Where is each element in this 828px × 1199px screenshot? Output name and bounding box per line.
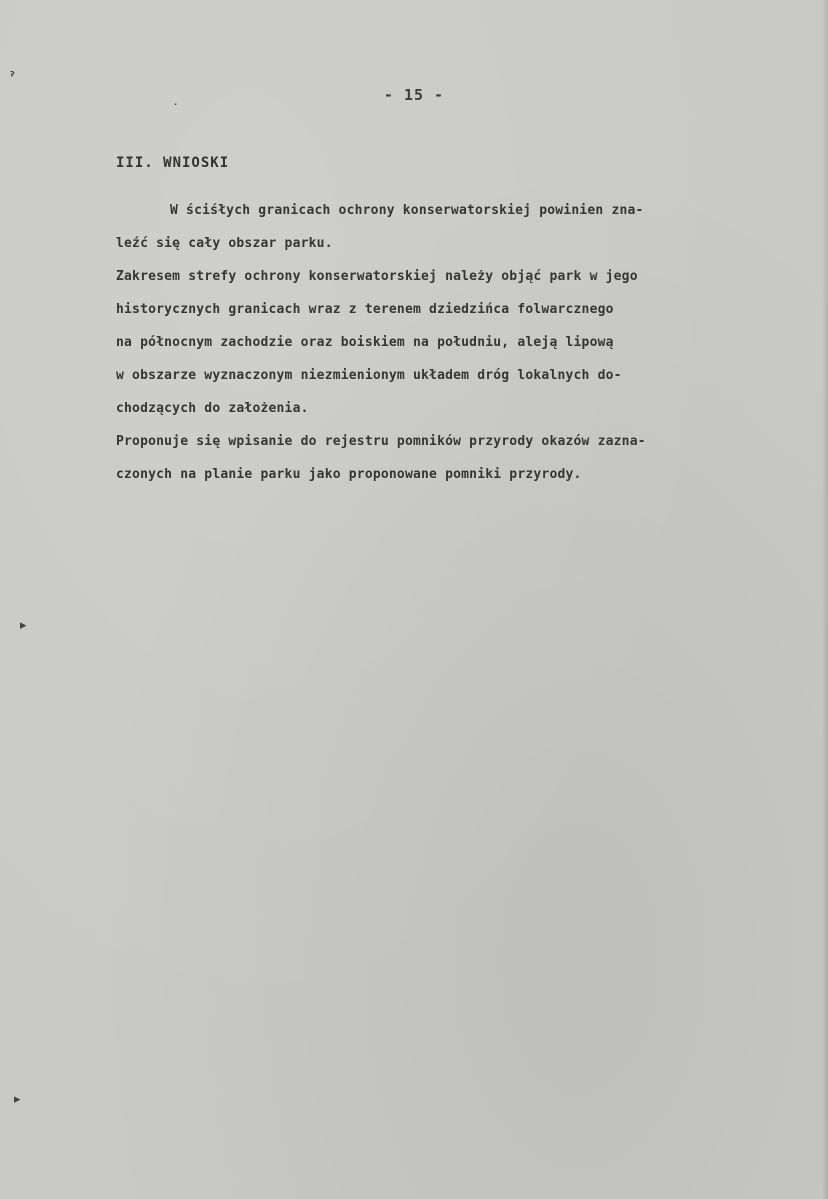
margin-mark: · [174,100,178,109]
text-line: leźć się cały obszar parku. [116,236,333,251]
section-heading: III. WNIOSKI [116,155,230,171]
margin-mark: ▸ [14,1092,21,1107]
page-number: - 15 - [383,86,445,104]
margin-mark: ▸ [20,618,27,633]
text-line: historycznych granicach wraz z terenem dziedzińca folwarcznego [116,302,614,317]
text-line: Proponuje się wpisanie do rejestru pomników przyrody okazów zazna- [116,434,646,449]
text-line: Zakresem strefy ochrony konserwatorskiej należy objąć park w jego [116,269,638,284]
text-line: na północnym zachodzie oraz boiskiem na południu, aleją lipową [116,335,614,350]
text-line: czonych na planie parku jako proponowane pomniki przyrody. [116,467,582,482]
page-edge-shadow [822,0,828,1199]
text-line: w obszarze wyznaczonym niezmienionym układem dróg lokalnych do- [116,368,622,383]
text-line: W ściśłych granicach ochrony konserwatorskiej powinien zna- [170,203,644,218]
margin-mark: ˀ [10,70,15,85]
body-text [116,194,808,491]
text-line: chodzących do założenia. [116,401,309,416]
